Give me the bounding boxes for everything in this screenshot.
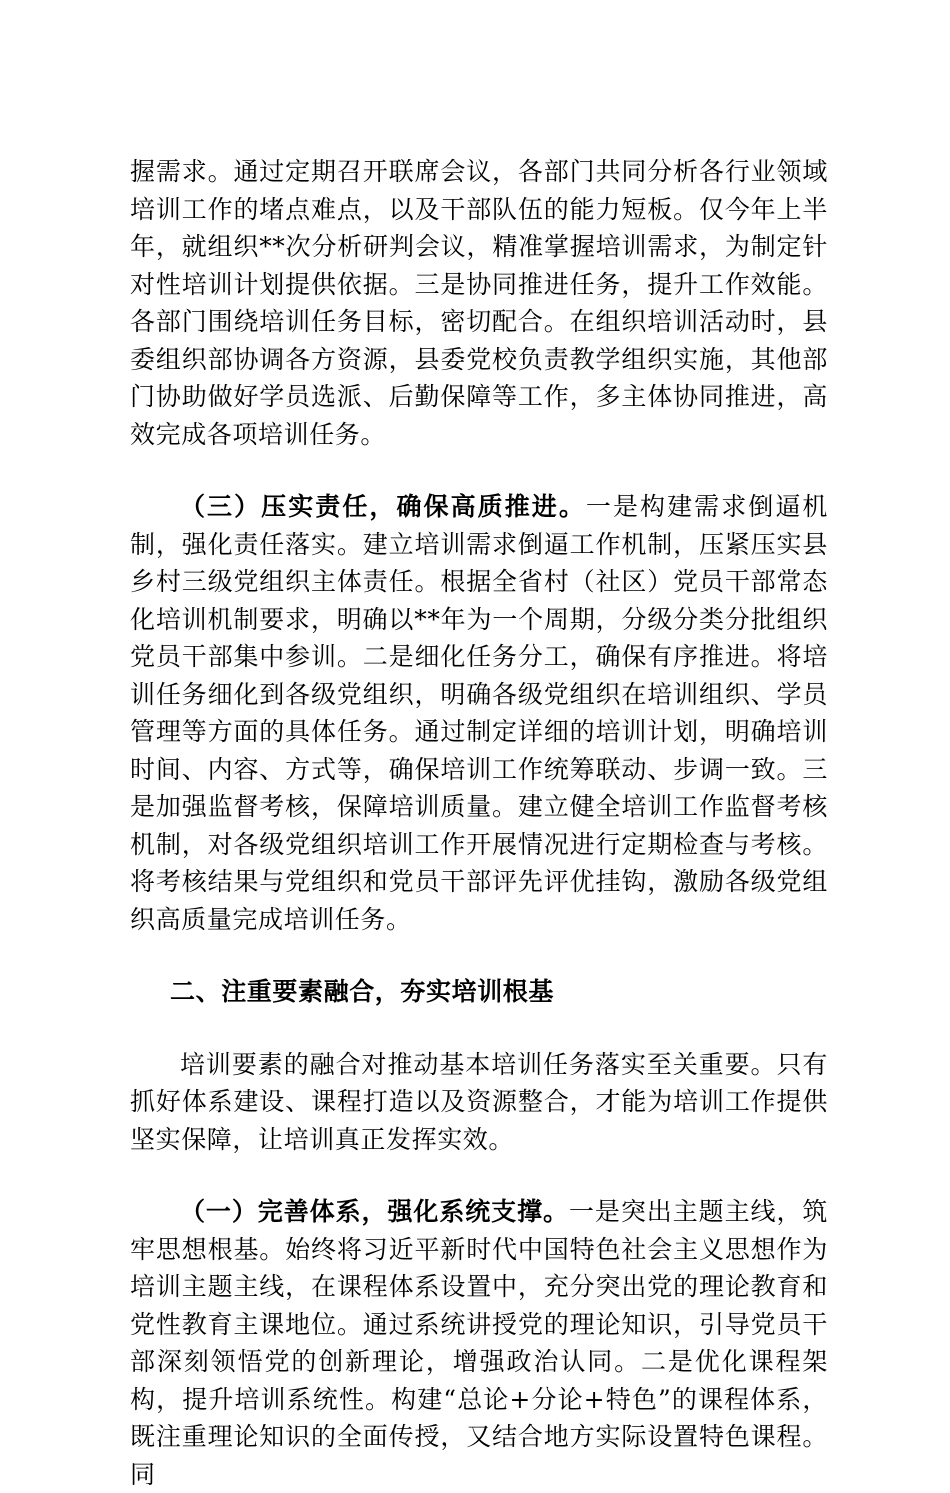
paragraph-body: 一是构建需求倒逼机制，强化责任落实。建立培训需求倒逼工作机制，压紧压实县乡村三级党组织主体责任。根据全省村（社区）党员干部常态化培训机制要求，明确以**年为一个周期，分级分类分批组织党员干部集中参训。二是细化任务分工，确保有序推进。将培训任务细化到各级党组织，明确各级党组织在培训组织、学员管理等方面的具体任务。通过制定详细的培训计划，明确培训时间、内容、方式等，确保培训工作统筹联动、步调一致。三是加强监督考核，保障培训质量。建立健全培训工作监督考核机制，对各级党组织培训工作开展情况进行定期检查与考核。将考核结果与党组织和党员干部评先评优挂钩，激励各级党组织高质量完成培训任务。 [130, 492, 828, 934]
paragraph-gap [130, 453, 828, 488]
paragraph-intro: 培训要素的融合对推动基本培训任务落实至关重要。只有抓好体系建设、课程打造以及资源整合，才能为培训工作提供坚实保障，让培训真正发挥实效。 [130, 1049, 828, 1154]
paragraph-continued: 握需求。通过定期召开联席会议，各部门共同分析各行业领域培训工作的堵点难点，以及干部队伍的能力短板。仅今年上半年，就组织**次分析研判会议，精准掌握培训需求，为制定针对性培训计划提供依据。三是协同推进任务，提升工作效能。各部门围绕培训任务目标，密切配合。在组织培训活动时，县委组织部协调各方资源，县委党校负责教学组织实施，其他部门协助做好学员选派、后勤保障等工作，多主体协同推进，高效完成各项培训任务。 [130, 157, 828, 449]
section-heading: 二、注重要素融合，夯实培训根基 [170, 977, 555, 1006]
paragraph-gap [130, 1011, 828, 1046]
paragraph-section-1 [130, 1193, 828, 1493]
paragraph-lead: （一）完善体系，强化系统支撑。 [180, 1197, 569, 1226]
paragraph-body: 一是突出主题主线，筑牢思想根基。始终将习近平新时代中国特色社会主义思想作为培训主题主线，在课程体系设置中，充分突出党的理论教育和党性教育主课地位。通过系统讲授党的理论知识，引导党员干部深刻领悟党的创新理论，增强政治认同。二是优化课程架构，提升培训系统性。构建“总论+分论+特色”的课程体系，既注重理论知识的全面传授，又结合地方实际设置特色课程。同 [130, 1197, 828, 1489]
paragraph-gap [130, 1158, 828, 1193]
paragraph-section-3 [130, 488, 828, 938]
paragraph-gap [130, 938, 828, 973]
document-page [130, 153, 828, 1493]
paragraph-lead: （三）压实责任，确保高质推进。 [180, 492, 586, 521]
